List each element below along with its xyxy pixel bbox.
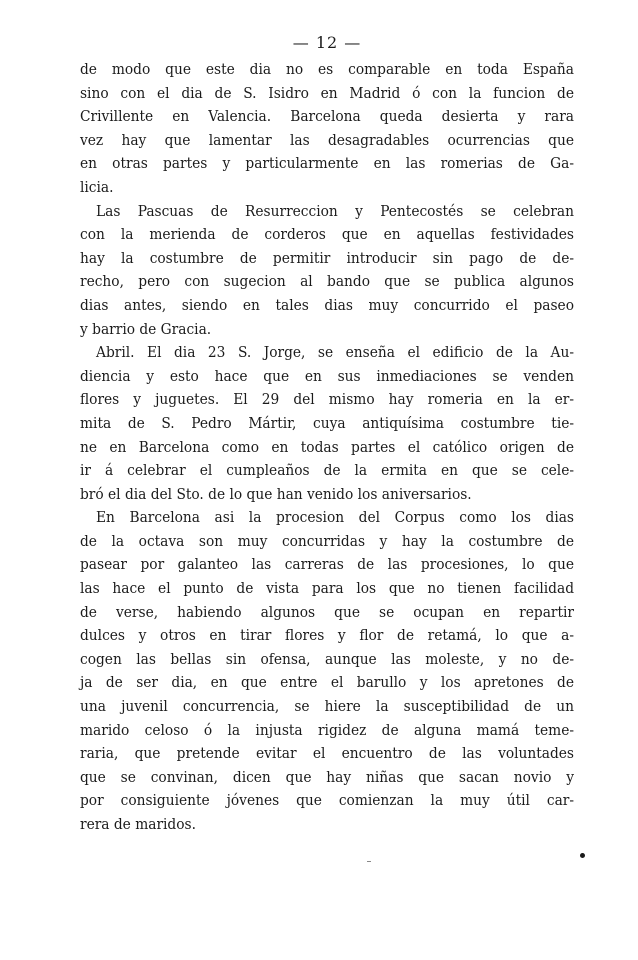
text-line: cogen las bellas sin ofensa, aunque las moleste, y no de- xyxy=(80,649,574,668)
text-line: y barrio de Gracia. xyxy=(80,319,212,338)
text-line: flores y juguetes. El 29 del mismo hay romeria en la er- xyxy=(80,390,574,409)
text-line: ir á celebrar el cumpleaños de la ermita en que se cele- xyxy=(80,461,574,480)
paragraph xyxy=(80,58,574,200)
text-line: vez hay que lamentar las desagradables ocurrencias que xyxy=(80,130,574,149)
text-line: recho, pero con sugecion al bando que se publica algunos xyxy=(80,272,574,291)
text-line: en otras partes y particularmente en las romerias de Ga- xyxy=(80,154,574,173)
text-line: con la merienda de corderos que en aquellas festividades xyxy=(80,225,574,244)
text-line: bró el dia del Sto. de lo que han venido los aniversarios. xyxy=(80,484,472,503)
text-line: pasear por galanteo las carreras de las procesiones, lo que xyxy=(80,555,574,574)
page-number: — 12 — xyxy=(292,33,362,52)
text-line: raria, que pretende evitar el encuentro de las voluntades xyxy=(80,744,574,763)
text-line: licia. xyxy=(80,177,114,196)
document-page xyxy=(80,32,574,837)
text-line: que se convinan, dicen que hay niñas que sacan novio y xyxy=(80,767,574,786)
text-line: las hace el punto de vista para los que no tienen facilidad xyxy=(80,579,574,598)
text-line: ja de ser dia, en que entre el barullo y los apretones de xyxy=(80,673,574,692)
text-line: una juvenil concurrencia, se hiere la susceptibilidad de un xyxy=(80,697,574,716)
text-line: dias antes, siendo en tales dias muy concurrido el paseo xyxy=(80,295,574,314)
text-line: de verse, habiendo algunos que se ocupan en repartir xyxy=(80,602,574,621)
paragraph xyxy=(80,506,574,836)
text-line: hay la costumbre de permitir introducir sin pago de de- xyxy=(80,248,574,267)
text-line: mita de S. Pedro Mártir, cuya antiquísima costumbre tie- xyxy=(80,413,574,432)
text-line: rera de maridos. xyxy=(80,815,196,833)
text-line: En Barcelona asi la procesion del Corpus como los dias xyxy=(96,508,574,527)
text-line: ne en Barcelona como en todas partes el católico origen de xyxy=(80,437,574,456)
text-line: Abril. El dia 23 S. Jorge, se enseña el edificio de la Au- xyxy=(96,343,574,362)
text-line: diencia y esto hace que en sus inmediaciones se venden xyxy=(80,366,574,385)
text-line: sino con el dia de S. Isidro en Madrid ó con la funcion de xyxy=(80,83,574,102)
text-line: dulces y otros en tirar flores y flor de retamá, lo que a- xyxy=(80,626,574,645)
text-line: Crivillente en Valencia. Barcelona queda desierta y rara xyxy=(80,107,574,126)
text-line: marido celoso ó la injusta rigidez de alguna mamá teme- xyxy=(80,720,574,739)
text-line: de la octava son muy concurridas y hay la costumbre de xyxy=(80,531,574,550)
paragraph xyxy=(80,341,574,506)
ink-dot xyxy=(580,853,585,858)
paragraph xyxy=(80,200,574,342)
text-line: de modo que este dia no es comparable en toda España xyxy=(80,60,574,78)
body-text xyxy=(80,58,574,837)
text-line: Las Pascuas de Resurreccion y Pentecostés se celebran xyxy=(96,201,574,220)
ink-speck xyxy=(367,861,371,862)
text-line: por consiguiente jóvenes que comienzan la muy útil car- xyxy=(80,791,574,810)
